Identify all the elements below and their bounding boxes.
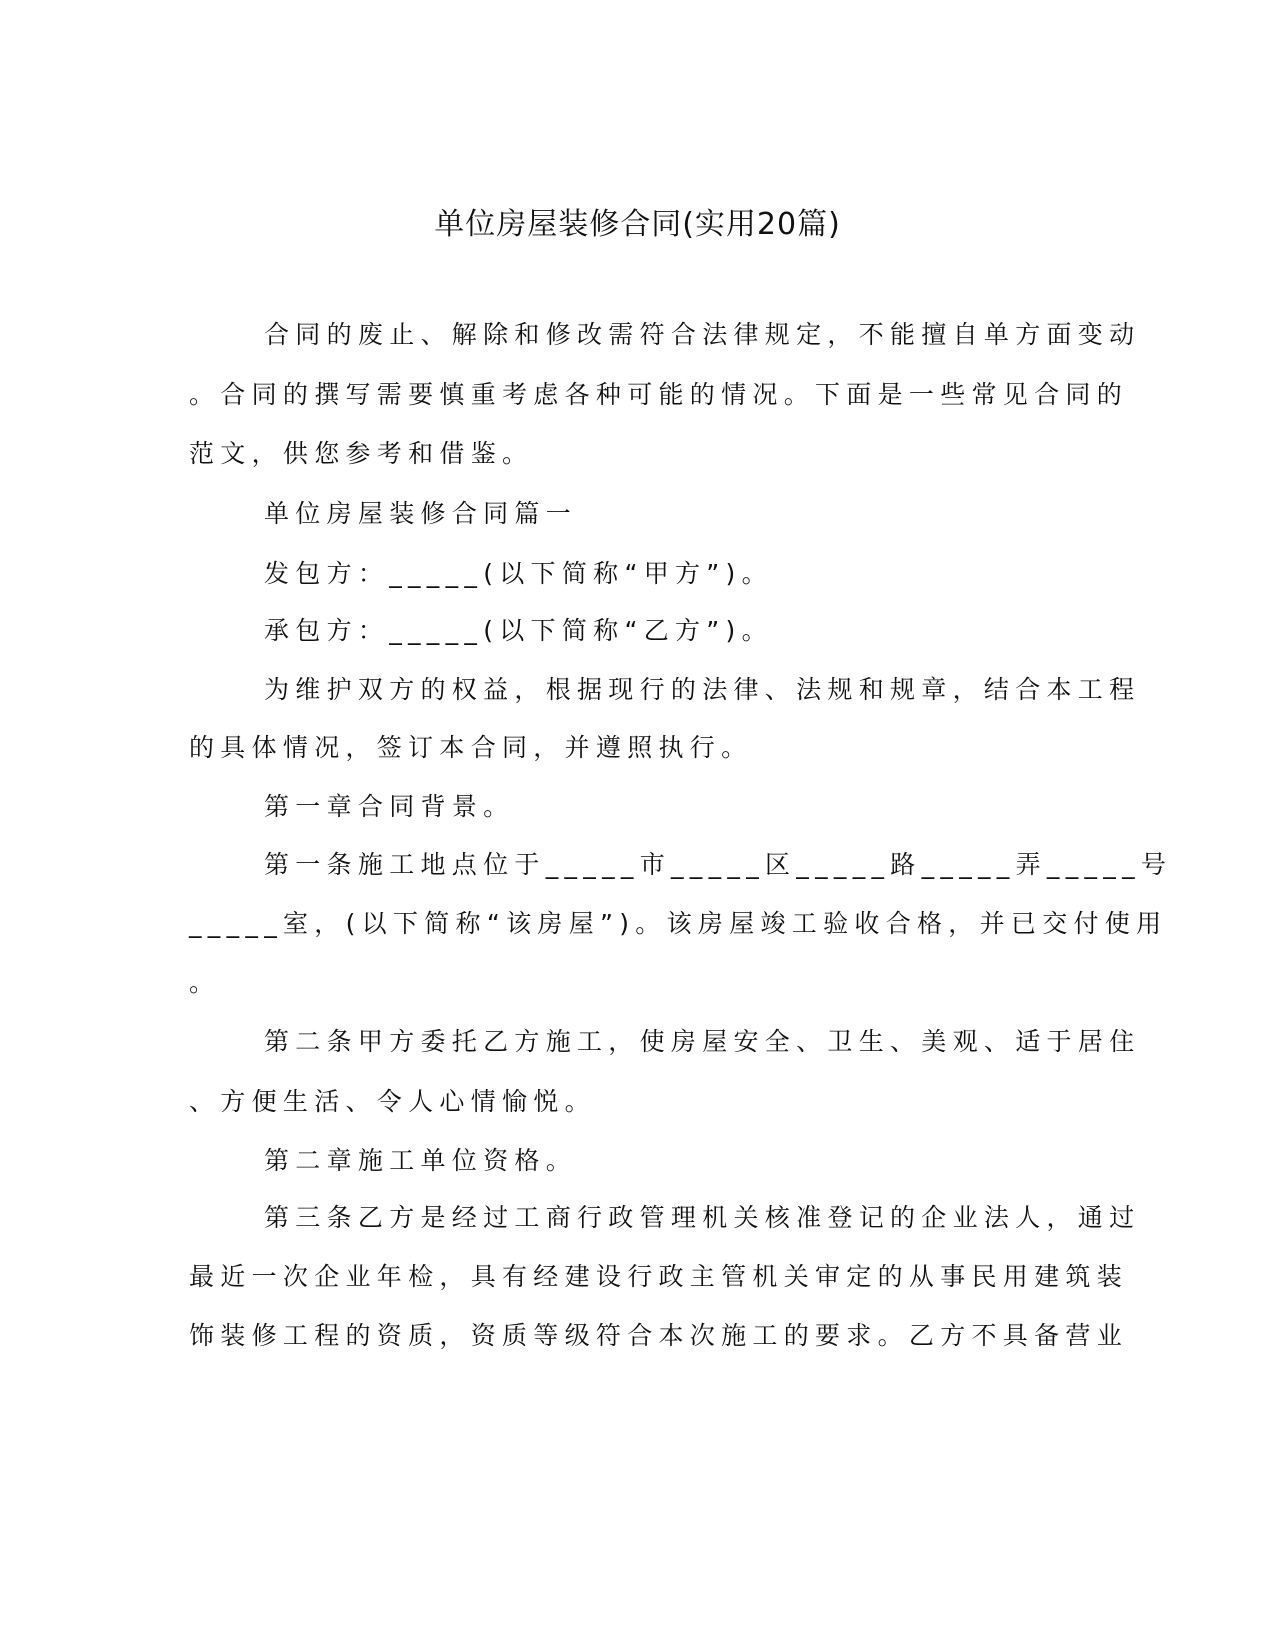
document-title: 单位房屋装修合同(实用20篇)	[434, 207, 841, 242]
paragraph-line: 的具体情况，签订本合同，并遵照执行。	[189, 733, 753, 762]
section-heading: 单位房屋装修合同篇一	[264, 499, 578, 528]
paragraph-line: 。	[189, 968, 221, 997]
paragraph-line: 第一条施工地点位于_____市_____区_____路_____弄_____号	[264, 850, 1173, 879]
paragraph-line: 承包方：_____(以下简称“乙方”)。	[264, 616, 773, 645]
paragraph-line: 第三条乙方是经过工商行政管理机关核准登记的企业法人，通过	[264, 1203, 1141, 1232]
paragraph-line: 。合同的撰写需要慎重考虑各种可能的情况。下面是一些常见合同的	[189, 380, 1129, 409]
chapter-heading: 第二章施工单位资格。	[264, 1146, 578, 1175]
paragraph-line: _____室，(以下简称“该房屋”)。该房屋竣工验收合格，并已交付使用	[189, 909, 1168, 938]
paragraph-line: 合同的废止、解除和修改需符合法律规定，不能擅自单方面变动	[264, 320, 1141, 349]
paragraph-line: 范文，供您参考和借鉴。	[189, 439, 534, 468]
paragraph-line: 为维护双方的权益，根据现行的法律、法规和规章，结合本工程	[264, 675, 1141, 704]
paragraph-line: 最近一次企业年检，具有经建设行政主管机关审定的从事民用建筑装	[189, 1262, 1129, 1291]
chapter-heading: 第一章合同背景。	[264, 792, 515, 821]
paragraph-line: 饰装修工程的资质，资质等级符合本次施工的要求。乙方不具备营业	[189, 1321, 1129, 1350]
paragraph-line: 发包方：_____(以下简称“甲方”)。	[264, 559, 773, 588]
paragraph-line: 、方便生活、令人心情愉悦。	[189, 1087, 596, 1116]
paragraph-line: 第二条甲方委托乙方施工，使房屋安全、卫生、美观、适于居住	[264, 1027, 1141, 1056]
